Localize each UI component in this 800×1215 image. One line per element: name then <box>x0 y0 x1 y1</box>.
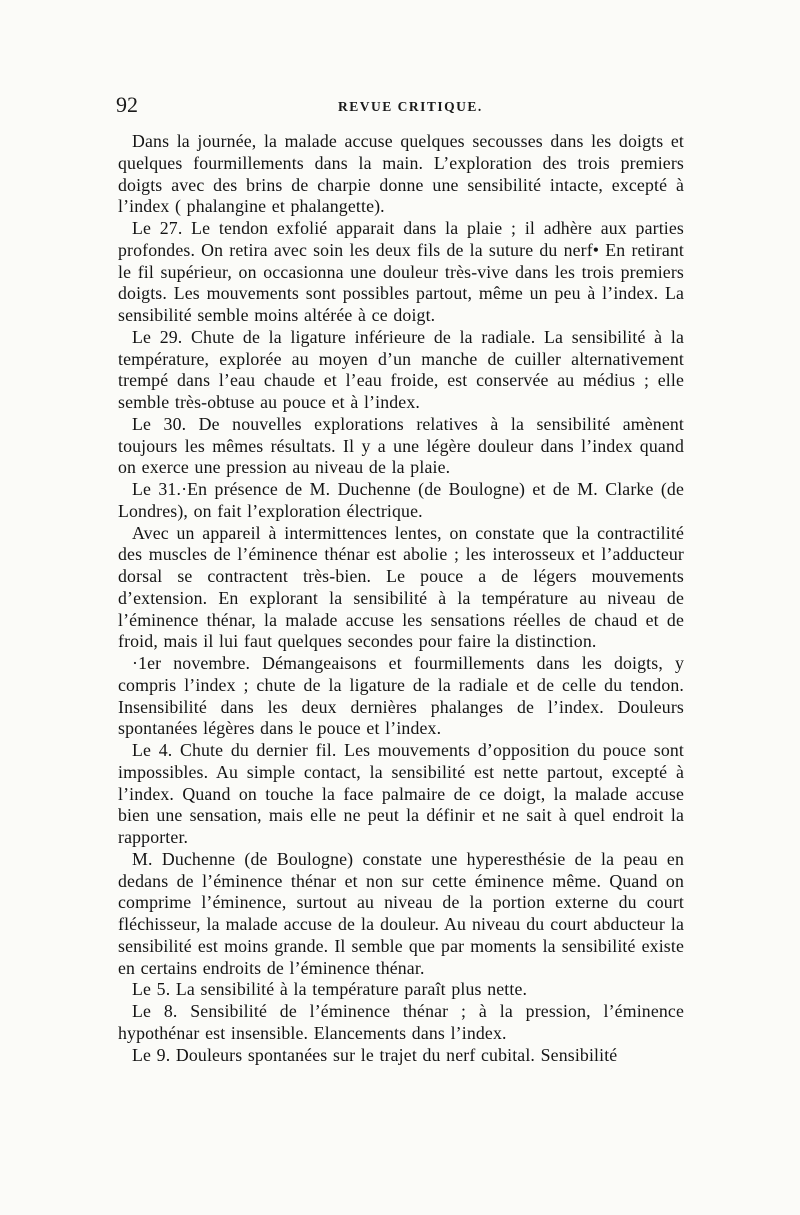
page-number: 92 <box>116 92 138 117</box>
paragraph: Le 8. Sensibilité de l’éminence thénar ; à la pression, l’éminence hypothénar est insensible. Elancements dans l’index. <box>118 1001 684 1043</box>
paragraph: Avec un appareil à intermittences lentes, on constate que la contractilité des muscles de l’éminence thénar est abolie ; les interosseux et l’adducteur dorsal se contractent très-bien. Le pouce a de légers mouvements d’extension. En explorant la sensibilité à la température au niveau de l’éminence thénar, la malade accuse les sensations réelles de chaud et de froid, mais il lui faut quelques secondes pour faire la distinction. <box>118 522 684 652</box>
paragraph: Le 5. La sensibilité à la température paraît plus nette. <box>132 979 528 1000</box>
paragraph: Le 29. Chute de la ligature inférieure de la radiale. La sensibilité à la température, explorée au moyen d’un manche de cuiller alternativement trempé dans l’eau chaude et l’eau froide, est conservée au médius ; elle semble très-obtuse au pouce et à l’index. <box>118 326 684 412</box>
paragraph: Le 31.·En présence de M. Duchenne (de Boulogne) et de M. Clarke (de Londres), on fait l’exploration électrique. <box>118 479 684 521</box>
paragraph: Le 9. Douleurs spontanées sur le trajet du nerf cubital. Sensibilité <box>132 1044 618 1065</box>
paragraph: M. Duchenne (de Boulogne) constate une hyperesthésie de la peau en dedans de l’éminence thénar et non sur cette éminence même. Quand on comprime l’éminence, surtout au niveau de la portion externe du court fléchisseur, la malade accuse de la douleur. Au niveau du court abducteur la sensibilité est moins grande. Il semble que par moments la sensibilité existe en certains endroits de l’éminence thénar. <box>118 848 684 978</box>
page-header <box>116 92 686 122</box>
paragraph: Le 30. De nouvelles explorations relatives à la sensibilité amènent toujours les mêmes résultats. Il y a une légère douleur dans l’index quand on exerce une pression au niveau de la plaie. <box>118 413 684 478</box>
paragraph: Dans la journée, la malade accuse quelques secousses dans les doigts et quelques fourmillements dans la main. L’exploration des trois premiers doigts avec des brins de charpie donne une sensibilité intacte, excepté à l’index ( phalangine et phalangette). <box>118 131 684 217</box>
paragraph: Le 4. Chute du dernier fil. Les mouvements d’opposition du pouce sont impossibles. Au simple contact, la sensibilité est nette partout, excepté à l’index. Quand on touche la face palmaire de ce doigt, la malade accuse bien une sensation, mais elle ne peut la définir et ne sait à quel endroit la rapporter. <box>118 740 684 847</box>
body-text <box>118 131 684 1066</box>
running-title: REVUE CRITIQUE. <box>338 99 483 114</box>
paragraph: ·1er novembre. Démangeaisons et fourmillements dans les doigts, y compris l’index ; chute de la ligature de la radiale et de celle du tendon. Insensibilité dans les deux dernières phalanges de l’index. Douleurs spontanées légères dans le pouce et l’index. <box>118 653 684 739</box>
paragraph: Le 27. Le tendon exfolié apparait dans la plaie ; il adhère aux parties profondes. On retira avec soin les deux fils de la suture du nerf• En retirant le fil supérieur, on occasionna une douleur très-vive dans les trois premiers doigts. Les mouvements sont possibles partout, même un peu à l’index. La sensibilité semble moins altérée à ce doigt. <box>118 218 684 325</box>
